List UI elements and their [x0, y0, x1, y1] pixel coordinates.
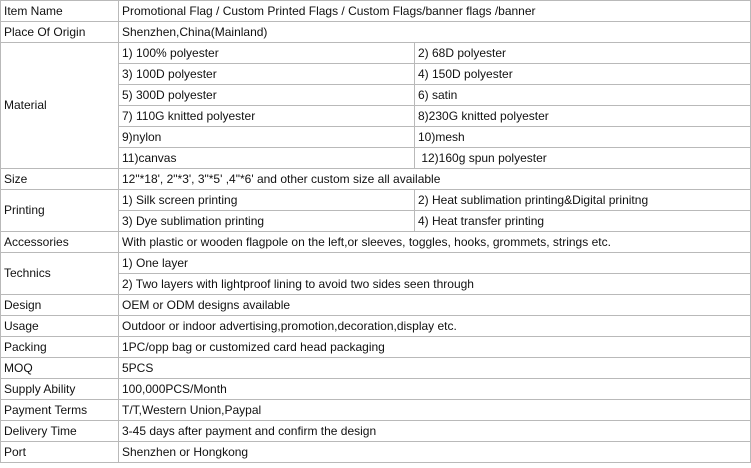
- place-of-origin-value: Shenzhen,China(Mainland): [119, 22, 751, 43]
- material-item: 12)160g spun polyester: [415, 148, 751, 169]
- printing-item: 4) Heat transfer printing: [415, 211, 751, 232]
- row-technics: [1, 253, 751, 274]
- packing-label: Packing: [1, 337, 119, 358]
- printing-item: 1) Silk screen printing: [119, 190, 415, 211]
- row-usage: [1, 316, 751, 337]
- printing-item: 2) Heat sublimation printing&Digital prinitng: [415, 190, 751, 211]
- material-item: 11)canvas: [119, 148, 415, 169]
- design-value: OEM or ODM designs available: [119, 295, 751, 316]
- moq-label: MOQ: [1, 358, 119, 379]
- technics-item: 1) One layer: [119, 253, 751, 274]
- row-moq: [1, 358, 751, 379]
- port-label: Port: [1, 442, 119, 463]
- design-label: Design: [1, 295, 119, 316]
- material-label: Material: [1, 43, 119, 169]
- row-printing: [1, 190, 751, 211]
- material-item: 3) 100D polyester: [119, 64, 415, 85]
- material-item: 5) 300D polyester: [119, 85, 415, 106]
- supply-ability-label: Supply Ability: [1, 379, 119, 400]
- payment-terms-label: Payment Terms: [1, 400, 119, 421]
- size-value: 12"*18', 2"*3', 3"*5' ,4"*6' and other custom size all available: [119, 169, 751, 190]
- packing-value: 1PC/opp bag or customized card head packaging: [119, 337, 751, 358]
- row-item-name: [1, 1, 751, 22]
- accessories-label: Accessories: [1, 232, 119, 253]
- printing-label: Printing: [1, 190, 119, 232]
- port-value: Shenzhen or Hongkong: [119, 442, 751, 463]
- row-accessories: [1, 232, 751, 253]
- accessories-value: With plastic or wooden flagpole on the left,or sleeves, toggles, hooks, grommets, strings etc.: [119, 232, 751, 253]
- size-label: Size: [1, 169, 119, 190]
- row-delivery-time: [1, 421, 751, 442]
- supply-ability-value: 100,000PCS/Month: [119, 379, 751, 400]
- material-item: 6) satin: [415, 85, 751, 106]
- item-name-value: Promotional Flag / Custom Printed Flags / Custom Flags/banner flags /banner: [119, 1, 751, 22]
- payment-terms-value: T/T,Western Union,Paypal: [119, 400, 751, 421]
- row-port: [1, 442, 751, 463]
- row-packing: [1, 337, 751, 358]
- technics-item: 2) Two layers with lightproof lining to avoid two sides seen through: [119, 274, 751, 295]
- row-supply-ability: [1, 379, 751, 400]
- row-place-of-origin: [1, 22, 751, 43]
- material-item: 7) 110G knitted polyester: [119, 106, 415, 127]
- technics-label: Technics: [1, 253, 119, 295]
- row-payment-terms: [1, 400, 751, 421]
- usage-value: Outdoor or indoor advertising,promotion,decoration,display etc.: [119, 316, 751, 337]
- material-item: 4) 150D polyester: [415, 64, 751, 85]
- usage-label: Usage: [1, 316, 119, 337]
- delivery-time-value: 3-45 days after payment and confirm the design: [119, 421, 751, 442]
- printing-item: 3) Dye sublimation printing: [119, 211, 415, 232]
- material-item: 8)230G knitted polyester: [415, 106, 751, 127]
- place-of-origin-label: Place Of Origin: [1, 22, 119, 43]
- material-item: 1) 100% polyester: [119, 43, 415, 64]
- row-material: [1, 43, 751, 64]
- item-name-label: Item Name: [1, 1, 119, 22]
- delivery-time-label: Delivery Time: [1, 421, 119, 442]
- material-item: 10)mesh: [415, 127, 751, 148]
- material-item: 2) 68D polyester: [415, 43, 751, 64]
- row-size: [1, 169, 751, 190]
- row-design: [1, 295, 751, 316]
- moq-value: 5PCS: [119, 358, 751, 379]
- material-item: 9)nylon: [119, 127, 415, 148]
